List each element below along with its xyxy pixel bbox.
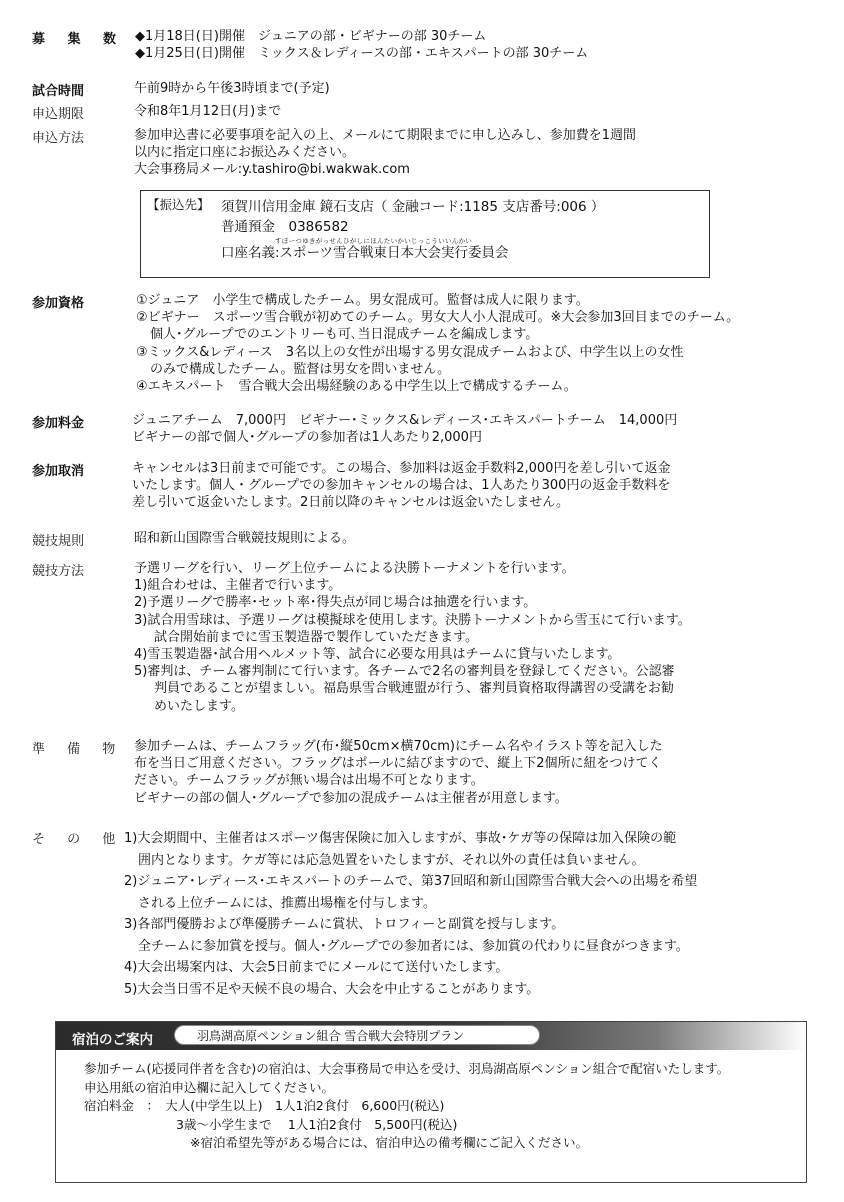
transfer-account: 普通預金 0386582 (221, 219, 349, 235)
method-line-4: 3)試合用雪球は、予選リーグは模擬球を使用します。決勝トーナメントから雪玉にて行います。 (134, 612, 691, 628)
qualification-label: 参加資格 (32, 296, 85, 311)
deadline-value: 令和8年1月12日(月)まで (134, 104, 282, 119)
method-line-9: めいたします。 (154, 698, 244, 714)
lodging-line-5: ※宿泊希望先等がある場合には、宿泊申込の備考欄にご記入ください。 (190, 1135, 588, 1150)
transfer-bank: 須賀川信用金庫 鏡石支店（ 金融コード:1185 支店番号:006 ） (221, 199, 605, 215)
transfer-box (140, 190, 710, 278)
prep-label: 準 備 物 (32, 742, 125, 757)
lodging-line-3: 宿泊料金 ： 大人(中学生以上) 1人1泊2食付 6,600円(税込) (84, 1098, 445, 1113)
fee-body (132, 412, 832, 446)
match-time-value: 午前9時から午後3時頃まで(予定) (134, 81, 330, 96)
method-line-1: 予選リーグを行い、リーグ上位チームによる決勝トーナメントを行います。 (134, 561, 575, 576)
rules-label: 競技規則 (32, 534, 85, 549)
qualification-line-4: ③ミックス&レディース 3名以上の女性が出場する男女混成チームおよび、中学生以上の女性 (136, 344, 684, 360)
qualification-line-5: のみで構成したチーム。監督は男女を問いません。 (150, 361, 451, 377)
recruit-label: 募 集 数 (32, 32, 126, 47)
transfer-ruby: すぽーつゆきがっせんひがしにほんたいかいじっこういいんかい (275, 237, 473, 245)
lodging-box (55, 1021, 807, 1183)
fee-line-2: ビギナーの部で個人･グループの参加者は1人あたり2,000円 (132, 430, 482, 446)
qualification-line-3: 個人･グループでのエントリーも可､当日混成チームを編成します。 (150, 327, 539, 343)
prep-line-1: 参加チームは、チームフラッグ(布･縦50cm×横70cm)にチーム名やイラスト等を記入した (134, 739, 663, 754)
lodging-line-4: 3歳～小学生まで 1人1泊2食付 5,500円(税込) (176, 1116, 458, 1132)
method-label: 競技方法 (32, 564, 85, 579)
recruit-body (135, 28, 832, 62)
other-line-2: 囲内となります。ケガ等には応急処置をいたしますが、それ以外の責任は負いません。 (138, 852, 645, 868)
other-line-6: 全チームに参加賞を授与。個人･グループでの参加者には、参加賞の代わりに昼食がつきます。 (138, 938, 689, 954)
match-time-label: 試合時間 (32, 84, 85, 99)
recruit-line-2: ◆1月25日(日)開催 ミックス＆レディースの部・エキスパートの部 30チーム (135, 46, 589, 62)
cancel-line-1: キャンセルは3日前まで可能です。この場合、参加料は返金手数料2,000円を差し引いて返金 (132, 461, 671, 476)
rules-value: 昭和新山国際雪合戦競技規則による。 (134, 531, 356, 546)
method-line-3: 2)予選リーグで勝率･セット率･得失点が同じ場合は抽選を行います。 (134, 595, 537, 611)
recruit-line-1: ◆1月18日(日)開催 ジュニアの部・ビギナーの部 30チーム (135, 29, 487, 44)
cancel-line-2: いたします。個人・グループでの参加キャンセルの場合は、1人あたり300円の返金手数料を (132, 478, 671, 494)
other-line-4: される上位チームには、推薦出場権を付与します。 (138, 895, 436, 911)
lodging-line-2: 申込用紙の宿泊申込欄に記入してください。 (84, 1079, 335, 1095)
qualification-line-2: ②ビギナー スポーツ雪合戦が初めてのチーム。男女大人小人混成可。※大会参加3回目までのチーム。 (136, 310, 740, 326)
prep-line-3: ださい。チームフラッグが無い場合は出場不可となります。 (134, 773, 484, 789)
method-line-7: 5)審判は、チーム審判制にて行います。各チームで2名の審判員を登録してください。公認審 (134, 664, 675, 680)
cancel-label: 参加取消 (32, 464, 85, 479)
apply-label: 申込方法 (32, 131, 85, 146)
lodging-body (84, 1060, 729, 1153)
other-body (124, 828, 832, 1000)
fee-label: 参加料金 (32, 416, 85, 431)
qualification-line-6: ④エキスパート 雪合戦大会出場経験のある中学生以上で構成するチーム。 (136, 379, 577, 395)
other-line-7: 4)大会出場案内は、大会5日前までにメールにて送付いたします。 (124, 960, 509, 975)
transfer-body (221, 197, 604, 263)
cancel-line-3: 差し引いて返金いたします。2日前以降のキャンセルは返金いたしません。 (132, 495, 570, 511)
method-body (134, 560, 832, 715)
deadline-label: 申込期限 (32, 107, 85, 122)
other-line-5: 3)各部門優勝および準優勝チームに賞状、トロフィーと副賞を授与します。 (124, 917, 565, 932)
cancel-body (132, 460, 832, 512)
prep-line-2: 布を当日ご用意ください。フラッグはポールに結びますので、縦上下2個所に紐をつけてく (134, 756, 662, 772)
other-line-1: 1)大会期間中、主催者はスポーツ傷害保険に加入しますが、事故･ケガ等の保障は加入保険の範 (124, 831, 677, 846)
apply-line-2: 以内に指定口座にお振込みください。 (134, 145, 356, 161)
lodging-line-1: 参加チーム(応援同伴者を含む)の宿泊は、大会事務局で申込を受け、羽鳥湖高原ペンション組合で配宿いたします。 (84, 1061, 730, 1076)
qualification-line-1: ①ジュニア 小学生で構成したチーム。男女混成可。監督は成人に限ります。 (136, 293, 589, 308)
lodging-subtitle: 羽鳥湖高原ペンション組合 雪合戦大会特別プラン (174, 1025, 540, 1045)
other-label: そ の 他 (32, 832, 125, 847)
other-line-3: 2)ジュニア･レディース･エキスパートのチームで、第37回昭和新山国際雪合戦大会への出場を希望 (124, 874, 698, 889)
apply-body (134, 127, 832, 179)
apply-line-1: 参加申込書に必要事項を記入の上、メールにて期限までに申し込みし、参加費を1週間 (134, 128, 637, 143)
other-line-8: 5)大会当日雪不足や天候不良の場合、大会を中止することがあります。 (124, 981, 540, 997)
method-line-8: 判員であることが望ましい。福島県雪合戦連盟が行う、審判員資格取得講習の受講をお勧 (154, 681, 675, 697)
method-line-6: 4)雪玉製造器･試合用ヘルメット等、試合に必要な用具はチームに貸与いたします。 (134, 647, 621, 663)
transfer-tag: 【振込先】 (147, 197, 210, 212)
method-line-5: 試合開始前までに雪玉製造器で製作していただきます。 (154, 629, 478, 645)
lodging-header (56, 1022, 806, 1050)
transfer-holder: 口座名義:スポーツ雪合戦東日本大会実行委員会 (221, 245, 509, 261)
prep-body (134, 738, 832, 807)
lodging-title: 宿泊のご案内 (72, 1032, 153, 1048)
fee-line-1: ジュニアチーム 7,000円 ビギナー･ミックス&レディース･エキスパートチーム 14,000円 (132, 413, 678, 428)
method-line-2: 1)組合わせは、主催者で行います。 (134, 578, 342, 594)
qualification-body (136, 292, 832, 395)
apply-email: 大会事務局メール:y.tashiro@bi.wakwak.com (134, 162, 410, 178)
prep-line-4: ビギナーの部の個人･グループで参加の混成チームは主催者が用意します。 (134, 790, 568, 806)
